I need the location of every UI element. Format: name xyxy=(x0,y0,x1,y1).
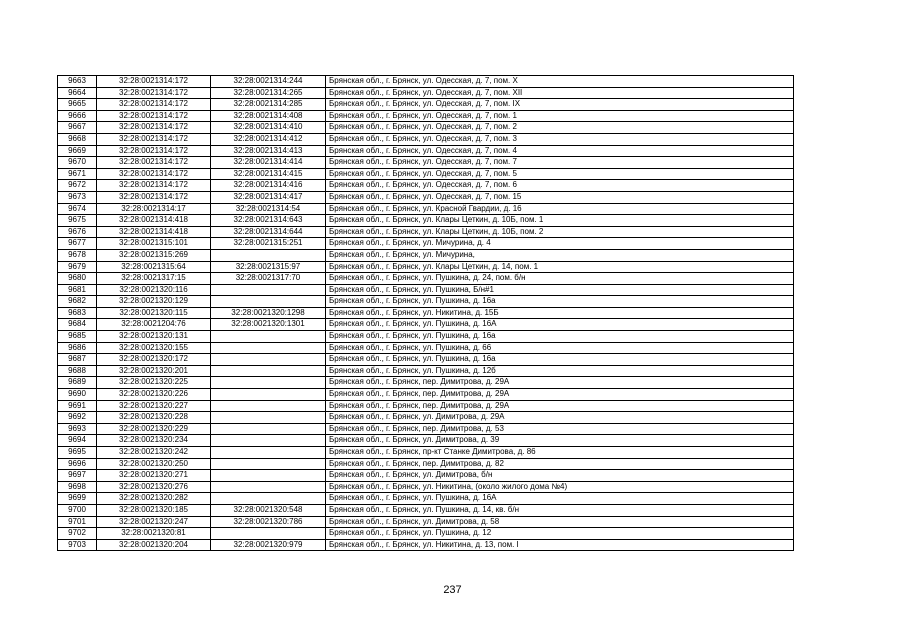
parcel-cadastral-number-cell: 32:28:0021320:172 xyxy=(97,354,211,366)
object-cadastral-number-cell: 32:28:0021314:417 xyxy=(211,191,326,203)
object-cadastral-number-cell: 32:28:0021314:410 xyxy=(211,122,326,134)
row-number-cell: 9698 xyxy=(58,481,97,493)
table-row xyxy=(58,354,794,366)
row-number-cell: 9679 xyxy=(58,261,97,273)
row-number-cell: 9670 xyxy=(58,157,97,169)
parcel-cadastral-number-cell: 32:28:0021320:185 xyxy=(97,504,211,516)
row-number-cell: 9677 xyxy=(58,238,97,250)
table-row xyxy=(58,331,794,343)
row-number-cell: 9699 xyxy=(58,493,97,505)
row-number-cell: 9684 xyxy=(58,319,97,331)
row-number-cell: 9668 xyxy=(58,133,97,145)
parcel-cadastral-number-cell: 32:28:0021320:227 xyxy=(97,400,211,412)
row-number-cell: 9666 xyxy=(58,110,97,122)
table-row xyxy=(58,481,794,493)
row-number-cell: 9663 xyxy=(58,76,97,88)
object-cadastral-number-cell: 32:28:0021314:416 xyxy=(211,180,326,192)
address-cell: Брянская обл., г. Брянск, ул. Одесская, д. 7, пом. 1 xyxy=(326,110,794,122)
table-row xyxy=(58,307,794,319)
object-cadastral-number-cell: 32:28:0021314:54 xyxy=(211,203,326,215)
parcel-cadastral-number-cell: 32:28:0021320:81 xyxy=(97,528,211,540)
parcel-cadastral-number-cell: 32:28:0021320:228 xyxy=(97,412,211,424)
parcel-cadastral-number-cell: 32:28:0021320:155 xyxy=(97,342,211,354)
row-number-cell: 9669 xyxy=(58,145,97,157)
table-row xyxy=(58,76,794,88)
row-number-cell: 9689 xyxy=(58,377,97,389)
row-number-cell: 9702 xyxy=(58,528,97,540)
object-cadastral-number-cell xyxy=(211,470,326,482)
table-row xyxy=(58,157,794,169)
table-row xyxy=(58,377,794,389)
parcel-cadastral-number-cell: 32:28:0021314:172 xyxy=(97,110,211,122)
table-row xyxy=(58,435,794,447)
row-number-cell: 9697 xyxy=(58,470,97,482)
table-row xyxy=(58,389,794,401)
address-cell: Брянская обл., г. Брянск, ул. Одесская, д. 7, пом. 7 xyxy=(326,157,794,169)
table-row xyxy=(58,504,794,516)
address-cell: Брянская обл., г. Брянск, ул. Одесская, д. 7, пом. 2 xyxy=(326,122,794,134)
parcel-cadastral-number-cell: 32:28:0021315:64 xyxy=(97,261,211,273)
row-number-cell: 9691 xyxy=(58,400,97,412)
table-row xyxy=(58,238,794,250)
row-number-cell: 9667 xyxy=(58,122,97,134)
parcel-cadastral-number-cell: 32:28:0021314:172 xyxy=(97,87,211,99)
address-cell: Брянская обл., г. Брянск, ул. Пушкина, д. 16а xyxy=(326,331,794,343)
object-cadastral-number-cell xyxy=(211,389,326,401)
table-row xyxy=(58,493,794,505)
address-cell: Брянская обл., г. Брянск, ул. Пушкина, д. 14, кв. б/н xyxy=(326,504,794,516)
address-cell: Брянская обл., г. Брянск, ул. Димитрова, д. 29А xyxy=(326,412,794,424)
row-number-cell: 9678 xyxy=(58,249,97,261)
parcel-cadastral-number-cell: 32:28:0021320:204 xyxy=(97,539,211,551)
object-cadastral-number-cell xyxy=(211,284,326,296)
address-cell: Брянская обл., г. Брянск, пер. Димитрова, д. 82 xyxy=(326,458,794,470)
address-cell: Брянская обл., г. Брянск, пер. Димитрова, д. 29А xyxy=(326,389,794,401)
object-cadastral-number-cell: 32:28:0021317:70 xyxy=(211,273,326,285)
parcel-cadastral-number-cell: 32:28:0021314:172 xyxy=(97,145,211,157)
object-cadastral-number-cell: 32:28:0021314:412 xyxy=(211,133,326,145)
address-cell: Брянская обл., г. Брянск, ул. Клары Цеткин, д. 10Б, пом. 2 xyxy=(326,226,794,238)
table-row xyxy=(58,180,794,192)
table-row xyxy=(58,447,794,459)
address-cell: Брянская обл., г. Брянск, ул. Пушкина, д. 24, пом. б/н xyxy=(326,273,794,285)
object-cadastral-number-cell xyxy=(211,296,326,308)
row-number-cell: 9703 xyxy=(58,539,97,551)
address-cell: Брянская обл., г. Брянск, ул. Клары Цеткин, д. 10Б, пом. 1 xyxy=(326,215,794,227)
table-row xyxy=(58,284,794,296)
parcel-cadastral-number-cell: 32:28:0021314:17 xyxy=(97,203,211,215)
table-row xyxy=(58,458,794,470)
address-cell: Брянская обл., г. Брянск, ул. Одесская, д. 7, пом. 3 xyxy=(326,133,794,145)
address-cell: Брянская обл., г. Брянск, ул. Пушкина, д. 16А xyxy=(326,493,794,505)
row-number-cell: 9685 xyxy=(58,331,97,343)
parcel-cadastral-number-cell: 32:28:0021320:250 xyxy=(97,458,211,470)
row-number-cell: 9674 xyxy=(58,203,97,215)
object-cadastral-number-cell xyxy=(211,493,326,505)
parcel-cadastral-number-cell: 32:28:0021314:418 xyxy=(97,226,211,238)
address-cell: Брянская обл., г. Брянск, пер. Димитрова, д. 29А xyxy=(326,400,794,412)
parcel-cadastral-number-cell: 32:28:0021314:172 xyxy=(97,76,211,88)
row-number-cell: 9682 xyxy=(58,296,97,308)
parcel-cadastral-number-cell: 32:28:0021320:226 xyxy=(97,389,211,401)
object-cadastral-number-cell: 32:28:0021314:244 xyxy=(211,76,326,88)
address-cell: Брянская обл., г. Брянск, пер. Димитрова, д. 29А xyxy=(326,377,794,389)
object-cadastral-number-cell: 32:28:0021320:786 xyxy=(211,516,326,528)
object-cadastral-number-cell: 32:28:0021314:265 xyxy=(211,87,326,99)
address-cell: Брянская обл., г. Брянск, ул. Димитрова, д. 39 xyxy=(326,435,794,447)
row-number-cell: 9701 xyxy=(58,516,97,528)
table-row xyxy=(58,249,794,261)
address-cell: Брянская обл., г. Брянск, ул. Пушкина, д. 12 xyxy=(326,528,794,540)
address-cell: Брянская обл., г. Брянск, ул. Одесская, д. 7, пом. 4 xyxy=(326,145,794,157)
address-cell: Брянская обл., г. Брянск, ул. Одесская, д. 7, пом. X xyxy=(326,76,794,88)
object-cadastral-number-cell xyxy=(211,331,326,343)
parcel-cadastral-number-cell: 32:28:0021320:242 xyxy=(97,447,211,459)
parcel-cadastral-number-cell: 32:28:0021320:116 xyxy=(97,284,211,296)
row-number-cell: 9683 xyxy=(58,307,97,319)
parcel-cadastral-number-cell: 32:28:0021315:269 xyxy=(97,249,211,261)
parcel-cadastral-number-cell: 32:28:0021320:115 xyxy=(97,307,211,319)
parcel-cadastral-number-cell: 32:28:0021314:172 xyxy=(97,180,211,192)
table-row xyxy=(58,226,794,238)
address-cell: Брянская обл., г. Брянск, ул. Одесская, д. 7, пом. 6 xyxy=(326,180,794,192)
object-cadastral-number-cell: 32:28:0021314:408 xyxy=(211,110,326,122)
address-cell: Брянская обл., г. Брянск, ул. Димитрова, д. 58 xyxy=(326,516,794,528)
row-number-cell: 9688 xyxy=(58,365,97,377)
row-number-cell: 9693 xyxy=(58,423,97,435)
parcel-cadastral-number-cell: 32:28:0021314:172 xyxy=(97,133,211,145)
parcel-cadastral-number-cell: 32:28:0021320:282 xyxy=(97,493,211,505)
object-cadastral-number-cell xyxy=(211,412,326,424)
parcel-cadastral-number-cell: 32:28:0021314:172 xyxy=(97,99,211,111)
object-cadastral-number-cell: 32:28:0021314:415 xyxy=(211,168,326,180)
row-number-cell: 9676 xyxy=(58,226,97,238)
parcel-cadastral-number-cell: 32:28:0021320:129 xyxy=(97,296,211,308)
table-row xyxy=(58,168,794,180)
object-cadastral-number-cell: 32:28:0021314:413 xyxy=(211,145,326,157)
object-cadastral-number-cell: 32:28:0021314:414 xyxy=(211,157,326,169)
parcel-cadastral-number-cell: 32:28:0021320:131 xyxy=(97,331,211,343)
table-row xyxy=(58,191,794,203)
table-row xyxy=(58,215,794,227)
object-cadastral-number-cell xyxy=(211,342,326,354)
table-row xyxy=(58,203,794,215)
object-cadastral-number-cell xyxy=(211,435,326,447)
object-cadastral-number-cell xyxy=(211,423,326,435)
address-cell: Брянская обл., г. Брянск, ул. Мичурина, д. 4 xyxy=(326,238,794,250)
address-cell: Брянская обл., г. Брянск, пр-кт Станке Димитрова, д. 86 xyxy=(326,447,794,459)
table-row xyxy=(58,87,794,99)
object-cadastral-number-cell xyxy=(211,377,326,389)
row-number-cell: 9687 xyxy=(58,354,97,366)
table-row xyxy=(58,261,794,273)
row-number-cell: 9681 xyxy=(58,284,97,296)
object-cadastral-number-cell: 32:28:0021315:97 xyxy=(211,261,326,273)
parcel-cadastral-number-cell: 32:28:0021314:172 xyxy=(97,168,211,180)
table-row xyxy=(58,528,794,540)
address-cell: Брянская обл., г. Брянск, ул. Одесская, д. 7, пом. 15 xyxy=(326,191,794,203)
row-number-cell: 9690 xyxy=(58,389,97,401)
object-cadastral-number-cell: 32:28:0021315:251 xyxy=(211,238,326,250)
parcel-cadastral-number-cell: 32:28:0021315:101 xyxy=(97,238,211,250)
table-row xyxy=(58,470,794,482)
row-number-cell: 9695 xyxy=(58,447,97,459)
address-cell: Брянская обл., г. Брянск, ул. Одесская, д. 7, пом. XII xyxy=(326,87,794,99)
table-row xyxy=(58,539,794,551)
table-row xyxy=(58,296,794,308)
parcel-cadastral-number-cell: 32:28:0021314:172 xyxy=(97,157,211,169)
address-cell: Брянская обл., г. Брянск, ул. Никитина, д. 13, пом. I xyxy=(326,539,794,551)
parcel-cadastral-number-cell: 32:28:0021320:201 xyxy=(97,365,211,377)
object-cadastral-number-cell xyxy=(211,365,326,377)
table-row xyxy=(58,342,794,354)
address-cell: Брянская обл., г. Брянск, ул. Пушкина, д. 66 xyxy=(326,342,794,354)
address-cell: Брянская обл., г. Брянск, ул. Никитина, д. 15Б xyxy=(326,307,794,319)
object-cadastral-number-cell: 32:28:0021314:643 xyxy=(211,215,326,227)
parcel-cadastral-number-cell: 32:28:0021320:229 xyxy=(97,423,211,435)
object-cadastral-number-cell xyxy=(211,249,326,261)
parcel-cadastral-number-cell: 32:28:0021320:276 xyxy=(97,481,211,493)
registry-table-body xyxy=(58,76,794,551)
object-cadastral-number-cell xyxy=(211,481,326,493)
table-row xyxy=(58,423,794,435)
parcel-cadastral-number-cell: 32:28:0021320:234 xyxy=(97,435,211,447)
address-cell: Брянская обл., г. Брянск, ул. Никитина, (около жилого дома №4) xyxy=(326,481,794,493)
address-cell: Брянская обл., г. Брянск, ул. Пушкина, Б/н#1 xyxy=(326,284,794,296)
parcel-cadastral-number-cell: 32:28:0021204:76 xyxy=(97,319,211,331)
row-number-cell: 9673 xyxy=(58,191,97,203)
object-cadastral-number-cell: 32:28:0021320:1298 xyxy=(211,307,326,319)
table-row xyxy=(58,99,794,111)
row-number-cell: 9696 xyxy=(58,458,97,470)
table-row xyxy=(58,319,794,331)
address-cell: Брянская обл., г. Брянск, ул. Пушкина, д. 16А xyxy=(326,319,794,331)
row-number-cell: 9664 xyxy=(58,87,97,99)
row-number-cell: 9675 xyxy=(58,215,97,227)
address-cell: Брянская обл., г. Брянск, ул. Одесская, д. 7, пом. IX xyxy=(326,99,794,111)
object-cadastral-number-cell: 32:28:0021320:548 xyxy=(211,504,326,516)
address-cell: Брянская обл., г. Брянск, ул. Одесская, д. 7, пом. 5 xyxy=(326,168,794,180)
row-number-cell: 9671 xyxy=(58,168,97,180)
address-cell: Брянская обл., г. Брянск, ул. Пушкина, д. 16а xyxy=(326,296,794,308)
parcel-cadastral-number-cell: 32:28:0021314:172 xyxy=(97,191,211,203)
table-row xyxy=(58,365,794,377)
parcel-cadastral-number-cell: 32:28:0021320:225 xyxy=(97,377,211,389)
object-cadastral-number-cell xyxy=(211,528,326,540)
address-cell: Брянская обл., г. Брянск, ул. Мичурина, xyxy=(326,249,794,261)
address-cell: Брянская обл., г. Брянск, ул. Пушкина, д. 12б xyxy=(326,365,794,377)
parcel-cadastral-number-cell: 32:28:0021317:15 xyxy=(97,273,211,285)
address-cell: Брянская обл., г. Брянск, пер. Димитрова, д. 53 xyxy=(326,423,794,435)
row-number-cell: 9686 xyxy=(58,342,97,354)
table-row xyxy=(58,273,794,285)
object-cadastral-number-cell xyxy=(211,354,326,366)
table-row xyxy=(58,400,794,412)
registry-table xyxy=(57,75,794,551)
object-cadastral-number-cell: 32:28:0021320:1301 xyxy=(211,319,326,331)
parcel-cadastral-number-cell: 32:28:0021314:418 xyxy=(97,215,211,227)
row-number-cell: 9694 xyxy=(58,435,97,447)
parcel-cadastral-number-cell: 32:28:0021320:247 xyxy=(97,516,211,528)
row-number-cell: 9692 xyxy=(58,412,97,424)
address-cell: Брянская обл., г. Брянск, ул. Клары Цеткин, д. 14, пом. 1 xyxy=(326,261,794,273)
page-number: 237 xyxy=(443,584,462,596)
address-cell: Брянская обл., г. Брянск, ул. Красной Гвардии, д. 16 xyxy=(326,203,794,215)
object-cadastral-number-cell: 32:28:0021320:979 xyxy=(211,539,326,551)
table-row xyxy=(58,133,794,145)
parcel-cadastral-number-cell: 32:28:0021314:172 xyxy=(97,122,211,134)
object-cadastral-number-cell xyxy=(211,447,326,459)
row-number-cell: 9672 xyxy=(58,180,97,192)
table-row xyxy=(58,412,794,424)
row-number-cell: 9665 xyxy=(58,99,97,111)
table-row xyxy=(58,516,794,528)
object-cadastral-number-cell: 32:28:0021314:285 xyxy=(211,99,326,111)
row-number-cell: 9680 xyxy=(58,273,97,285)
address-cell: Брянская обл., г. Брянск, ул. Димитрова, б/н xyxy=(326,470,794,482)
row-number-cell: 9700 xyxy=(58,504,97,516)
table-row xyxy=(58,122,794,134)
parcel-cadastral-number-cell: 32:28:0021320:271 xyxy=(97,470,211,482)
table-row xyxy=(58,110,794,122)
object-cadastral-number-cell: 32:28:0021314:644 xyxy=(211,226,326,238)
address-cell: Брянская обл., г. Брянск, ул. Пушкина, д. 16а xyxy=(326,354,794,366)
table-row xyxy=(58,145,794,157)
object-cadastral-number-cell xyxy=(211,400,326,412)
object-cadastral-number-cell xyxy=(211,458,326,470)
